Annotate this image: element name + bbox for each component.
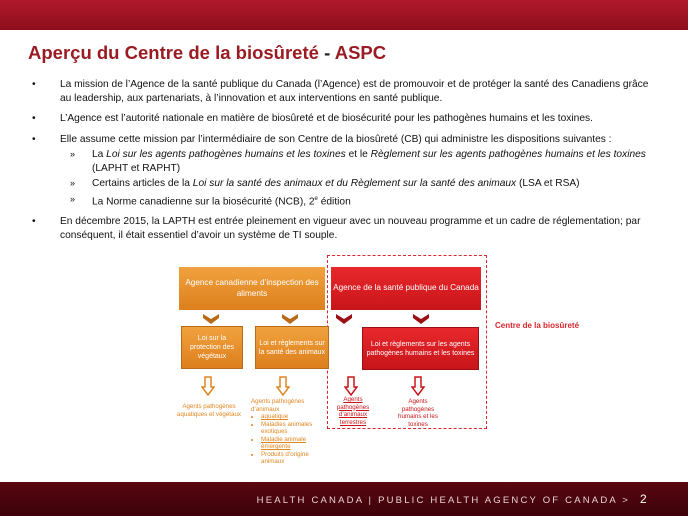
top-banner	[0, 0, 688, 30]
animal-pathogens-heading: Agents pathogènes d’animaux	[251, 398, 305, 413]
list-item: • Maladie animale émergente	[261, 436, 317, 451]
footer-text: HEALTH CANADA | PUBLIC HEALTH AGENCY OF CANADA >	[256, 495, 630, 506]
list-item: • Produits d’origine animaux	[261, 451, 317, 466]
arrow-down-icon	[411, 376, 425, 396]
phac-box: Agence de la santé publique du Canada	[331, 267, 481, 310]
sub-bullet-item: » La Norme canadienne sur la biosécurité (NCB), 2e édition	[70, 193, 351, 207]
biosafety-centre-label: Centre de la biosûreté	[495, 321, 580, 330]
animal-health-law-box: Loi et règlements sur la santé des animaux	[255, 326, 329, 369]
page-title: Aperçu du Centre de la biosûreté - ASPC	[28, 42, 387, 63]
bullet-item: • La mission de l’Agence de la santé publique du Canada (l’Agence) est de promouvoir et de protéger la santé des Canadiens grâce au leadership, aux partenariats, à l’innovation et aux interventions en santé publique.	[32, 79, 649, 104]
list-item: • aquatique	[261, 413, 317, 421]
plant-protection-law-box: Loi sur la protection des végétaux	[181, 326, 243, 369]
arrow-down-icon	[201, 376, 215, 396]
list-item: • Maladies animales exotiques	[261, 421, 317, 436]
human-pathogens-law-box: Loi et règlements sur les agents pathogènes humains et les toxines	[362, 327, 479, 370]
cfia-box: Agence canadienne d’inspection des aliments	[179, 267, 325, 310]
page-number: 2	[640, 492, 647, 506]
sub-bullet-item: » Certains articles de la Loi sur la santé des animaux et du Règlement sur la santé des animaux (LSA et RSA)	[70, 178, 580, 189]
animal-pathogens-list	[251, 398, 317, 466]
chevron-down-icon	[413, 314, 429, 324]
chevron-down-icon	[336, 314, 352, 324]
arrow-down-icon	[344, 376, 358, 396]
chevron-down-icon	[203, 314, 219, 324]
bullet-item: • L’Agence est l’autorité nationale en matière de biosûreté et de biosécurité pour les pathogènes humains et les toxines.	[32, 113, 593, 124]
bullet-marker: •	[32, 133, 36, 145]
terrestrial-pathogens-label: Agents pathogènes d’animaux terrestres	[336, 396, 370, 426]
bullet-marker: •	[32, 79, 36, 90]
sub-bullet-item: » La Loi sur les agents pathogènes humains et les toxines et le Règlement sur les agents pathogènes humains et les toxines (LAPHT et RAPHT)	[70, 149, 646, 174]
bullet-list	[30, 78, 660, 249]
sub-bullet-marker: »	[70, 178, 76, 188]
arrow-down-icon	[276, 376, 290, 396]
bullet-marker: •	[32, 113, 36, 124]
human-pathogens-label: Agents pathogènes humains et les toxines	[398, 398, 438, 428]
bullet-marker: •	[32, 216, 36, 228]
plant-pathogens-label: Agents pathogènes aquatiques et végétaux	[177, 403, 241, 418]
bullet-item: • En décembre 2015, la LAPTH est entrée pleinement en vigueur avec un nouveau programme et un cadre de réglementation; par conséquent, il était essentiel d’avoir un système de TI souple.	[32, 216, 641, 241]
bullet-item: • Elle assume cette mission par l’intermédiaire de son Centre de la biosûreté (CB) qui administre les dispositions suivantes : » La Loi sur les agents pathogènes humains et les toxines et le Règlement sur les agents pathogènes humains et les toxines (LAPHT et RAPHT) » Certains articles de la Loi sur la santé des animaux et du Règlement sur la santé des animaux (LSA et RSA) » La Norme canadienne sur la biosécurité (NCB), 2e édition	[30, 133, 660, 209]
chevron-down-icon	[282, 314, 298, 324]
sub-bullet-marker: »	[70, 193, 76, 204]
sub-bullet-marker: »	[70, 149, 76, 159]
